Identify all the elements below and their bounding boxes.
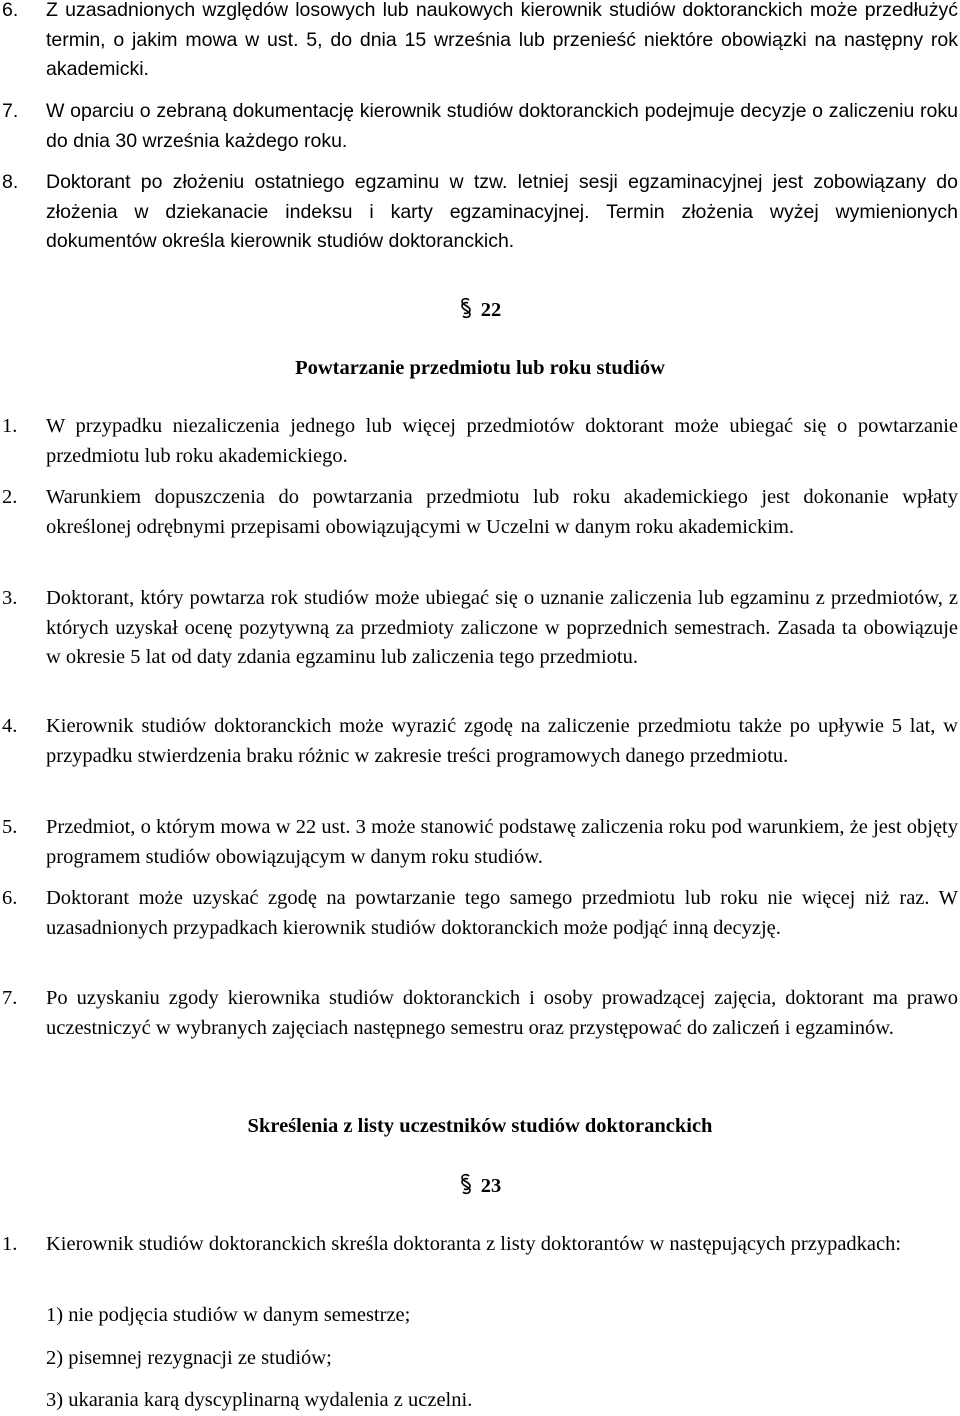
section-number: 22 — [0, 296, 960, 326]
paragraph-item — [0, 168, 960, 257]
paragraph-item — [0, 1230, 960, 1260]
item-number: 7. — [2, 100, 19, 122]
item-number: 5. — [2, 816, 18, 838]
item-number: 8. — [2, 171, 19, 193]
section-sign-icon — [459, 299, 481, 321]
item-text: Po uzyskaniu zgody kierownika studiów doktoranckich i osoby prowadzącej zajęcia, doktorant ma prawo uczestniczyć w wybranych zajęciach następnego semestru oraz przystępować do zaliczeń i egzaminów. — [46, 987, 958, 1039]
list-item: 1) nie podjęcia studiów w danym semestrze; — [46, 1304, 411, 1326]
paragraph-item — [0, 0, 960, 85]
item-number: 2. — [2, 486, 18, 508]
paragraph-item — [0, 97, 960, 156]
section-number: 23 — [0, 1172, 960, 1202]
item-number: 6. — [2, 887, 18, 909]
paragraph-item — [0, 712, 960, 771]
item-number: 4. — [2, 715, 18, 737]
paragraph-item — [0, 584, 960, 673]
item-number: 6. — [2, 0, 19, 21]
item-text: W przypadku niezaliczenia jednego lub więcej przedmiotów doktorant może ubiegać się o powtarzanie przedmiotu lub roku akademickiego. — [46, 415, 958, 467]
item-text: Doktorant, który powtarza rok studiów może ubiegać się o uznanie zaliczenia lub egzaminu z przedmiotów, z których uzyskał ocenę pozytywną za przedmioty zaliczone w poprzednich semestrach. Zasada ta obowiązuje w okresie 5 lat od daty zdania egzaminu lub zaliczenia tego przedmiotu. — [46, 587, 958, 668]
paragraph-item — [0, 412, 960, 471]
section-title: Powtarzanie przedmiotu lub roku studiów — [295, 357, 665, 379]
list-item: 3) ukarania karą dyscyplinarną wydalenia z uczelni. — [46, 1389, 473, 1411]
section-sign-icon — [459, 1175, 481, 1197]
paragraph-item — [0, 984, 960, 1043]
item-number: 7. — [2, 987, 18, 1009]
paragraph-item — [0, 813, 960, 872]
paragraph-item — [0, 884, 960, 943]
list-item: 2) pisemnej rezygnacji ze studiów; — [46, 1347, 332, 1369]
item-text: Warunkiem dopuszczenia do powtarzania przedmiotu lub roku akademickiego jest dokonanie wpłaty określonej odrębnymi przepisami obowiązującymi w Uczelni w danym roku akademickim. — [46, 486, 958, 538]
item-text: Kierownik studiów doktoranckich może wyrazić zgodę na zaliczenie przedmiotu także po upływie 5 lat, w przypadku stwierdzenia braku różnic w zakresie treści programowych danego przedmiotu. — [46, 715, 958, 767]
section-heading: Skreślenia z listy uczestników studiów doktoranckich — [247, 1115, 713, 1137]
item-text: Kierownik studiów doktoranckich skreśla doktoranta z listy doktorantów w następujących przypadkach: — [46, 1233, 902, 1255]
item-text: Przedmiot, o którym mowa w 22 ust. 3 może stanowić podstawę zaliczenia roku pod warunkiem, że jest objęty programem studiów obowiązującym w danym roku studiów. — [46, 816, 958, 868]
item-number: 1. — [2, 415, 18, 437]
paragraph-item — [0, 483, 960, 542]
item-text: W oparciu o zebraną dokumentację kierownik studiów doktoranckich podejmuje decyzje o zaliczeniu roku do dnia 30 września każdego roku. — [46, 100, 958, 152]
item-text: Z uzasadnionych względów losowych lub naukowych kierownik studiów doktoranckich może przedłużyć termin, o jakim mowa w ust. 5, do dnia 15 września lub przenieść niektóre obowiązki na następny rok akademicki. — [46, 0, 958, 80]
item-text: Doktorant może uzyskać zgodę na powtarzanie tego samego przedmiotu lub roku nie więcej niż raz. W uzasadnionych przypadkach kierownik studiów doktoranckich może podjąć inną decyzję. — [46, 887, 958, 939]
item-number: 3. — [2, 587, 18, 609]
item-number: 1. — [2, 1233, 18, 1255]
item-text: Doktorant po złożeniu ostatniego egzaminu w tzw. letniej sesji egzaminacyjnej jest zobowiązany do złożenia w dziekanacie indeksu i karty egzaminacyjnej. Termin złożenia wyżej wymienionych dokumentów określa kierownik studiów doktoranckich. — [46, 171, 958, 252]
